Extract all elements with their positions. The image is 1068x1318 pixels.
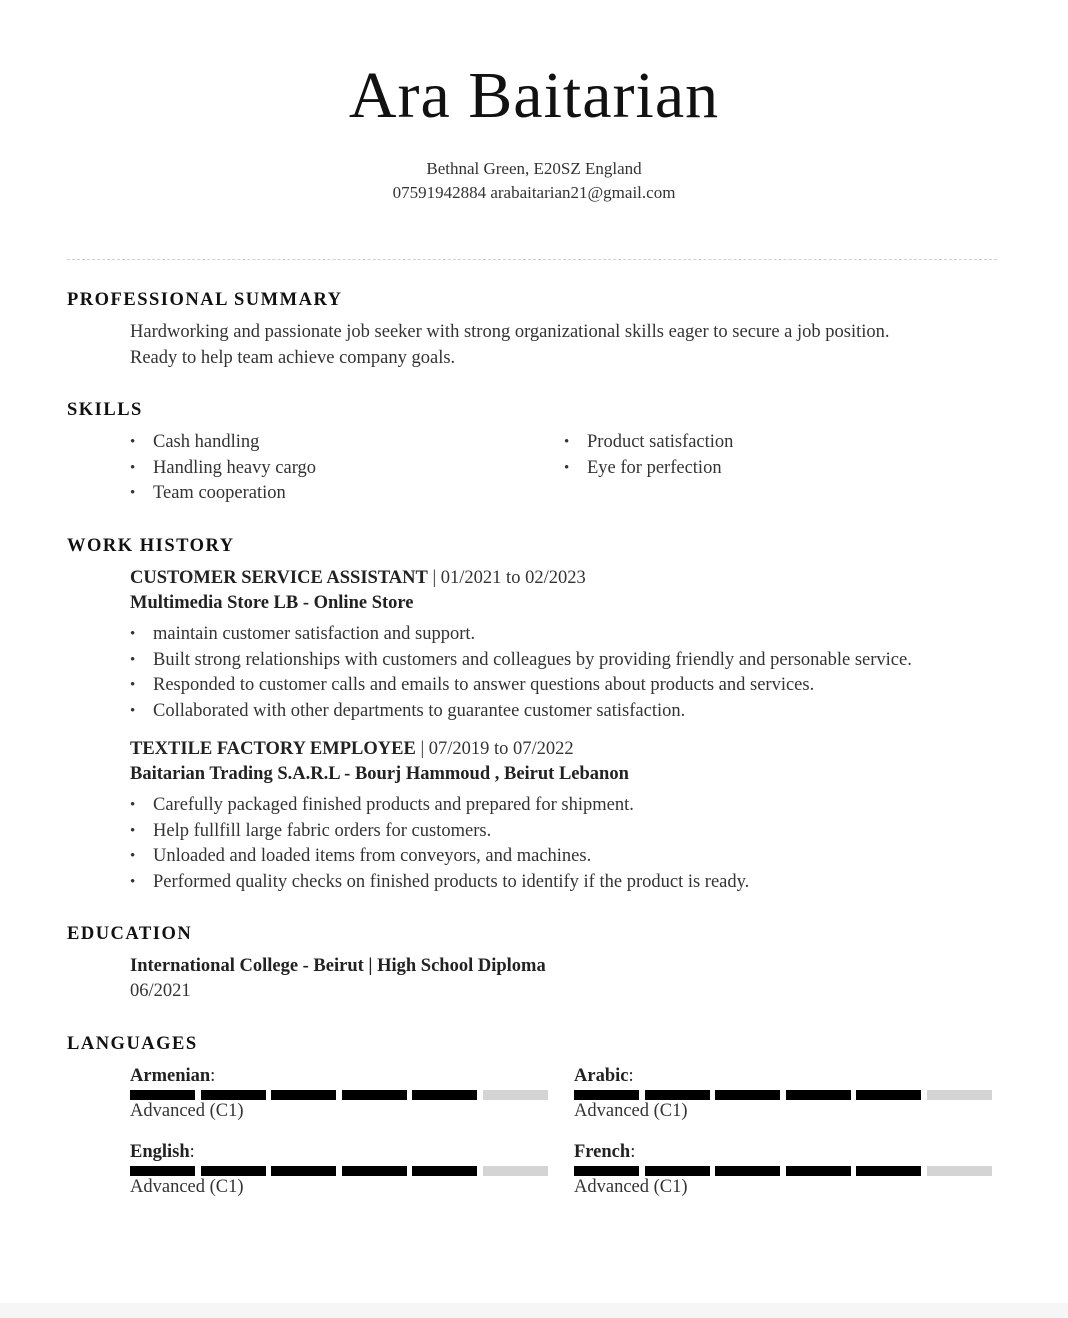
job-bullet: • Carefully packaged finished products and prepared for shipment. (130, 793, 749, 819)
level-segment-filled (412, 1090, 477, 1100)
language-name-text: Arabic (574, 1066, 629, 1086)
skill-item: • Handling heavy cargo (130, 456, 316, 482)
skill-item: • Product satisfaction (564, 430, 733, 456)
language-level-bar (130, 1166, 548, 1176)
language-name: English: (130, 1142, 195, 1162)
summary-heading: PROFESSIONAL SUMMARY (67, 290, 343, 310)
language-arabic (574, 1064, 992, 1125)
language-name: Armenian: (130, 1066, 216, 1086)
level-segment-filled (715, 1166, 780, 1176)
language-level-bar (130, 1090, 548, 1100)
level-segment-filled (342, 1166, 407, 1176)
level-segment-filled (645, 1090, 710, 1100)
skills-list-left (130, 430, 316, 507)
level-segment-empty (927, 1166, 992, 1176)
level-segment-filled (856, 1166, 921, 1176)
summary-line-2: Ready to help team achieve company goals. (130, 347, 456, 368)
job-bullet: • Help fullfill large fabric orders for customers. (130, 819, 749, 845)
job-2-dates: | 07/2019 to 07/2022 (415, 739, 574, 759)
header-divider (67, 259, 997, 260)
languages-heading: LANGUAGES (67, 1034, 198, 1054)
job-1-header (130, 566, 586, 592)
language-name: French: (574, 1142, 636, 1162)
job-2-header (130, 737, 574, 763)
job-bullet: • maintain customer satisfaction and support. (130, 622, 912, 648)
job-bullet: • Unloaded and loaded items from conveyors, and machines. (130, 844, 749, 870)
level-segment-empty (483, 1166, 548, 1176)
language-level: Advanced (C1) (130, 1101, 244, 1121)
job-1-role: CUSTOMER SERVICE ASSISTANT (130, 568, 428, 588)
job-bullet: • Performed quality checks on finished products to identify if the product is ready. (130, 870, 749, 896)
skills-list-right (564, 430, 733, 481)
work-history-heading: WORK HISTORY (67, 536, 235, 556)
level-segment-filled (786, 1166, 851, 1176)
language-level-bar (574, 1090, 992, 1100)
job-2-role: TEXTILE FACTORY EMPLOYEE (130, 739, 416, 759)
skill-item: • Eye for perfection (564, 456, 733, 482)
language-name-text: Armenian (130, 1066, 211, 1086)
level-segment-filled (574, 1166, 639, 1176)
level-segment-filled (856, 1090, 921, 1100)
language-level: Advanced (C1) (130, 1177, 244, 1197)
level-segment-filled (130, 1166, 195, 1176)
language-level-bar (574, 1166, 992, 1176)
language-french (574, 1140, 992, 1201)
level-segment-filled (715, 1090, 780, 1100)
job-1-dates: | 01/2021 to 02/2023 (427, 568, 586, 588)
job-1-bullets (130, 622, 912, 724)
level-segment-filled (130, 1090, 195, 1100)
level-segment-filled (201, 1090, 266, 1100)
education-entry: International College - Beirut | High School Diploma (130, 956, 546, 976)
language-name: Arabic: (574, 1066, 634, 1086)
job-bullet: • Built strong relationships with customers and colleagues by providing friendly and personable service. (130, 648, 912, 674)
page-bottom-gutter (0, 1303, 1068, 1318)
level-segment-filled (271, 1166, 336, 1176)
education-heading: EDUCATION (67, 924, 193, 944)
summary-text (130, 320, 1010, 371)
education-date: 06/2021 (130, 981, 191, 1001)
language-name-text: English (130, 1142, 190, 1162)
job-2-company: Baitarian Trading S.A.R.L - Bourj Hammoud , Beirut Lebanon (130, 764, 629, 784)
language-english (130, 1140, 548, 1201)
level-segment-filled (645, 1166, 710, 1176)
language-level: Advanced (C1) (574, 1101, 688, 1121)
level-segment-filled (201, 1166, 266, 1176)
summary-line-1: Hardworking and passionate job seeker with strong organizational skills eager to secure a job position. (130, 322, 890, 342)
skill-item: • Cash handling (130, 430, 316, 456)
job-bullet: • Responded to customer calls and emails to answer questions about products and services. (130, 673, 912, 699)
language-name-text: French (574, 1142, 631, 1162)
level-segment-filled (574, 1090, 639, 1100)
skills-heading: SKILLS (67, 400, 143, 420)
level-segment-filled (412, 1166, 477, 1176)
job-2-bullets (130, 793, 749, 895)
candidate-name: Ara Baitarian (348, 59, 720, 132)
level-segment-filled (271, 1090, 336, 1100)
skill-item: • Team cooperation (130, 481, 316, 507)
language-armenian (130, 1064, 548, 1125)
job-1-company: Multimedia Store LB - Online Store (130, 593, 414, 613)
level-segment-filled (786, 1090, 851, 1100)
level-segment-empty (483, 1090, 548, 1100)
contact-phone-email: 07591942884 arabaitarian21@gmail.com (392, 183, 676, 202)
job-bullet: • Collaborated with other departments to guarantee customer satisfaction. (130, 699, 912, 725)
level-segment-filled (342, 1090, 407, 1100)
level-segment-empty (927, 1090, 992, 1100)
language-level: Advanced (C1) (574, 1177, 688, 1197)
contact-address: Bethnal Green, E20SZ England (426, 159, 642, 178)
